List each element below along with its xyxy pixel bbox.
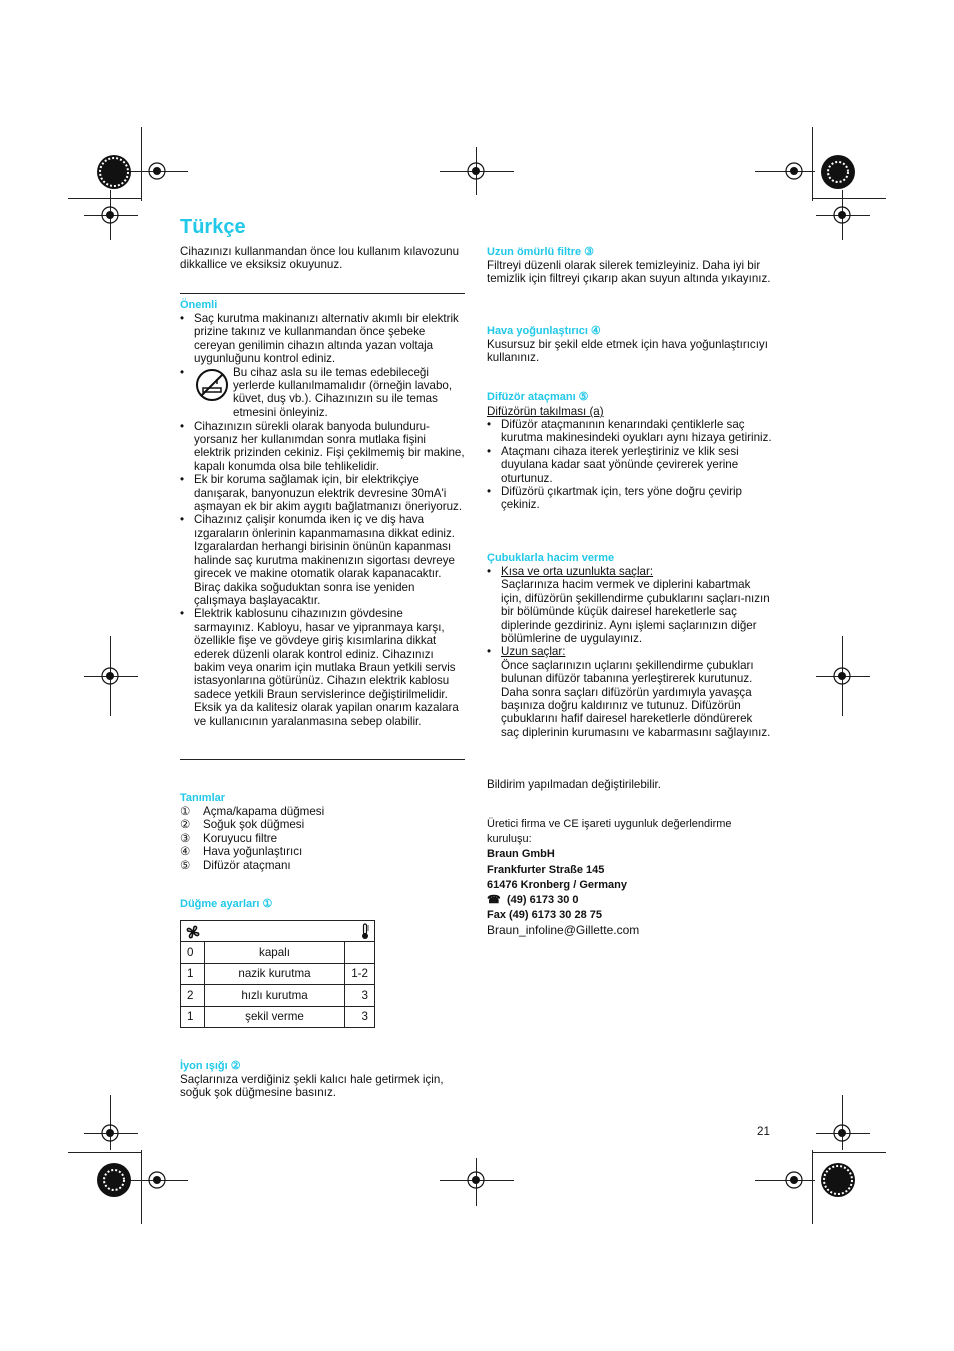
thermometer-icon [360,923,370,943]
manufacturer-block [487,817,772,939]
list-item [180,859,460,872]
parts-heading: Tanımlar [180,792,226,804]
part-number: ⑤ [180,858,191,872]
part-label: Soğuk şok düğmesi [203,818,305,832]
list-item [180,845,460,858]
setting-label: kapalı [205,942,345,964]
settings-table [180,920,375,1028]
divider [180,293,465,294]
part-number: ④ [180,845,191,859]
manufacturer-intro: Üretici firma ve CE işareti uygunluk değerlendirme kuruluşu: [487,818,732,846]
list-item [180,832,460,845]
list-item: • Ek bir koruma sağlamak için, bir elektrikçiye danışarak, banyonuzun elektrik devresine 30mA'i aşmayan ek bir akim aygıtı bağlatmanızı öneriyoruz. [180,473,465,513]
list-item: • Ataçmanı cihaza iterek yerleştiriniz ve klik sesi duyulana kadar saat yönünde çevirerek yerine oturtunuz. [487,445,772,485]
short-hair-label: Kısa ve orta uzunlukta saçlar: [501,565,654,578]
long-hair-text: Önce saçlarınızın uçlarını şekillendirme çubukları bulunan difüzör tabanına yerleştirerek kurutunuz. Daha sonra saçları difüzörün yardımıyla yavaşça başınıza doğru kaldırınız ve tutunuz. Difüzörün çubuklarını hafif dairesel hareketlerle döndürerek saç diplerinin kurumasını ve kabarmasını sağlayınız. [501,658,771,739]
heat-level [345,942,375,964]
diffuser-subheading: Difüzörün takılması (a) [487,405,604,418]
fan-level: 2 [181,985,205,1007]
intro-text: Cihazınızı kullanmandan önce lou kullanım kılavozunu dikkallice ve eksiksiz okuyunuz. [180,245,460,272]
table-row [181,1006,375,1028]
table-row [181,942,375,964]
list-item [487,565,772,645]
volume-heading: Çubuklarla hacim verme [487,552,615,564]
part-label: Hava yoğunlaştırıcı [203,845,303,859]
list-item: • Difüzörü çıkartmak için, ters yöne doğru çevirip çekiniz. [487,485,772,512]
diffuser-list [487,418,772,512]
list-item: • Cihazınız çalişir konumda iken iç ve diş hava ızgaraların önlerinin kapanmamasına dikkat ediniz. Izgaralardan herhangi birisinin önünün kapanması halinde saç kurutma makinenızın sigortası devreye girecek ve makine otomatik olarak kapanacaktır. Biraç dakika soğuduktan sonra ise yeniden çalışmaya başlayacaktır. [180,513,465,607]
ion-text: Saçlarınıza verdiğiniz şekli kalıcı hale getirmek için, soğuk şok düğmesine basınız. [180,1073,444,1100]
list-item [487,645,772,739]
no-water-icon [194,368,230,405]
list-item: • Saç kurutma makinanızı alternativ akımlı bir elektrik prizine takınız ve kullanmandan önce şebeke cereyan genilimin cihazın altında yazan voltaja uygunluğunu kontrol ediniz. [180,312,465,366]
filter-heading: Uzun ömürlü filtre ③ [487,246,595,258]
notice-text: Bildirim yapılmadan değiştirilebilir. [487,778,661,791]
heat-level: 1-2 [345,963,375,985]
concentrator-heading: Hava yoğunlaştırıcı ④ [487,325,601,337]
part-label: Koruyucu filtre [203,831,278,845]
ion-heading: İyon ışığı ② [180,1060,241,1072]
fan-level: 1 [181,963,205,985]
list-item [180,366,465,420]
list-item: • Difüzör ataçmanının kenarındaki çentiklerle saç kurutma makinesindeki oyukları aynı hizaya getiriniz. [487,418,772,445]
list-item: • Elektrik kablosunu cihazınızın gövdesine sarmayınız. Kabloyu, hasar ve yipranmaya karşı, özellikle fişe ve gövdeye giriş kısımlarina dikkat ederek düzenli olarak kontrol ediniz. Cihazınızı bakim veya onarim için mutlaka Braun yetkili servis istasyonlarına götürünüz. Cihazın elektrik kablosu sadece yetkili Braun servislerince değiştirilmelidir. Eksik ya da kalitesiz olarak yapilan onarım kazalara ve kullanıcının yaralanmasına sebep olabilir. [180,607,465,728]
important-list [180,312,465,728]
page-number: 21 [757,1125,770,1138]
important-heading: Önemli [180,299,218,311]
setting-label: hızlı kurutma [205,985,345,1007]
volume-list [487,565,772,739]
company-name: Braun GmbH [487,848,555,861]
list-item: • Cihazınızın sürekli olarak banyoda bulunduru-yorsanız her kullanımdan sonra mutlaka fişini elektrik prizinden cekiniz. Fişi çekilmemiş bir makine, kapalı konumda olsa bile tehlikelidir. [180,420,465,474]
page-title: Türkçe [180,216,246,238]
list-item [180,818,460,831]
email-address: Braun_infoline@Gillette.com [487,923,640,938]
part-label: Açma/kapama düğmesi [203,805,325,818]
table-row [181,963,375,985]
street-address: Frankfurter Straße 145 [487,863,605,876]
part-number: ③ [180,831,191,845]
concentrator-text: Kusursuz bir şekil elde etmek için hava yoğunlaştırıcıyı kullanınız. [487,338,768,365]
setting-label: nazik kurutma [205,963,345,985]
phone-number: (49) 6173 30 0 [507,894,579,907]
long-hair-label: Uzun saçlar: [501,645,566,659]
phone-icon: ☎ [487,894,501,907]
setting-label: şekil verme [205,1006,345,1028]
fan-level: 0 [181,942,205,964]
part-number: ② [180,818,191,832]
table-header-row [181,921,375,942]
phone-line [487,893,772,908]
table-row [181,985,375,1007]
filter-text: Filtreyi düzenli olarak silerek temizleyiniz. Daha iyi bir temizlik için filtreyi çıkarıp akan suyun altında yıkayınız. [487,259,771,286]
part-label: Difüzör ataçmanı [203,858,291,872]
parts-list [180,805,460,872]
switch-heading: Düğme ayarları ① [180,898,273,910]
diffuser-heading: Difüzör ataçmanı ⑤ [487,391,589,403]
water-warning-text: Bu cihaz asla su ile temas edebileceği yerlerde kullanılmamalıdır (örneğin lavabo, küvet, duş vb.). Cihazınızın su ile temas etmesini önleyiniz. [233,365,453,419]
list-item [180,805,460,818]
part-number: ① [180,805,191,818]
fan-level: 1 [181,1006,205,1028]
fax-line: Fax (49) 6173 30 28 75 [487,909,602,922]
heat-level: 3 [345,985,375,1007]
divider [180,759,465,760]
city-address: 61476 Kronberg / Germany [487,878,628,891]
fan-icon [185,924,201,943]
heat-level: 3 [345,1006,375,1028]
short-hair-text: Saçlarınıza hacim vermek ve diplerini kabartmak için, difüzörün şekillendirme çubuklarını saçları-nızın bir bölümünde küçük dairesel hareketlerle saç diplerinde gezdiriniz. Aynı işlemi saçlarınızın diğer bölümlerine de uygulayınız. [501,578,770,646]
